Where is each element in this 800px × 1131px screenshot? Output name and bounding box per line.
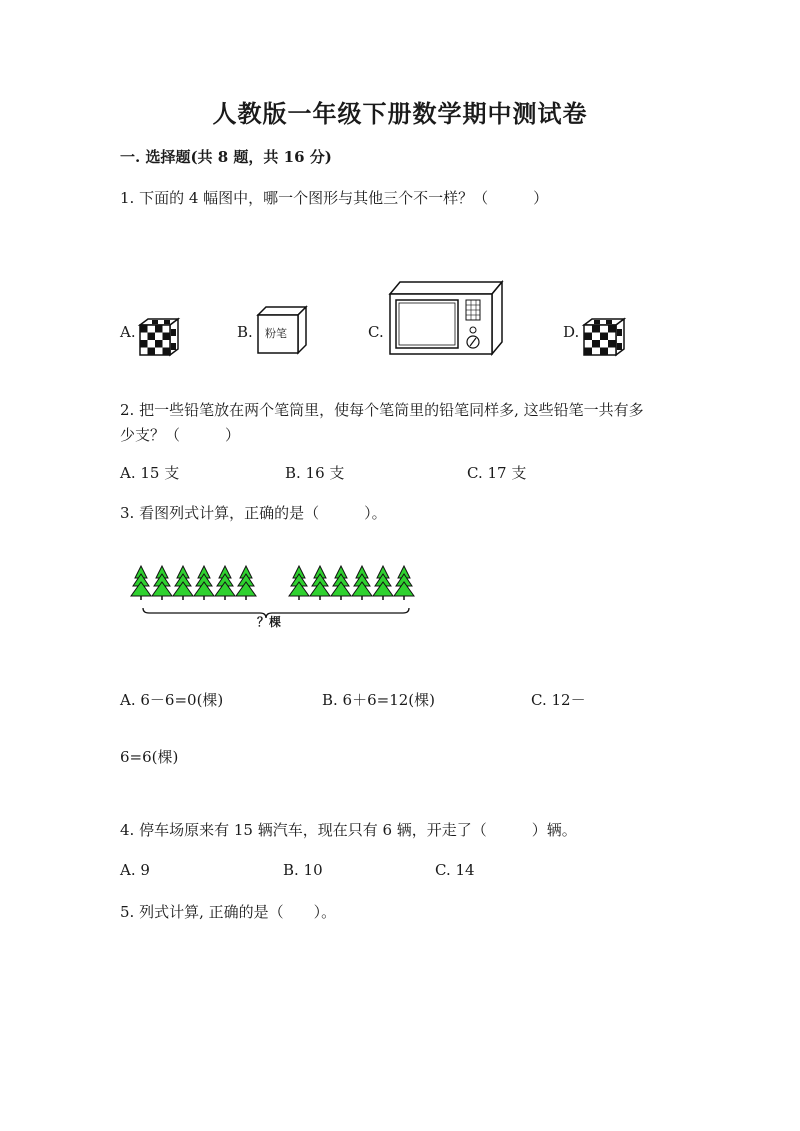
- q3-option-c-continued: 6=6(棵): [120, 748, 179, 766]
- q4-option-a: A. 9: [120, 861, 150, 879]
- question-4-stem: 4. 停车场原来有 15 辆汽车，现在只有 6 辆，开走了（ ）辆。: [120, 821, 577, 839]
- q2-option-b: B. 16 支: [285, 464, 345, 482]
- microwave-icon: [388, 280, 506, 356]
- tree-icon: [394, 566, 414, 600]
- tree-icon: [173, 566, 193, 600]
- q1-option-b-label: B.: [237, 323, 253, 341]
- question-5-stem: 5. 列式计算, 正确的是（ ）。: [120, 903, 337, 921]
- tree-icon: [289, 566, 309, 600]
- tree-icon: [331, 566, 351, 600]
- question-1-stem: 1. 下面的 4 幅图中，哪一个图形与其他三个不一样？（ ）: [120, 189, 549, 207]
- q1-option-a-label: A.: [120, 323, 136, 341]
- tree-icon: [194, 566, 214, 600]
- q3-option-c: C. 12－: [531, 691, 586, 709]
- q2-option-c: C. 17 支: [467, 464, 527, 482]
- tree-icon: [236, 566, 256, 600]
- q2-option-a: A. 15 支: [120, 464, 180, 482]
- q3-option-b: B. 6＋6=12(棵): [322, 691, 436, 709]
- chalk-box-label: 粉笔: [265, 327, 287, 340]
- q1-option-d-label: D.: [563, 323, 580, 341]
- q3-option-a: A. 6－6=0(棵): [120, 691, 224, 709]
- q4-option-c: C. 14: [435, 861, 475, 879]
- tree-icon: [310, 566, 330, 600]
- tree-icon: [373, 566, 393, 600]
- q4-option-b: B. 10: [283, 861, 323, 879]
- tree-icon: [152, 566, 172, 600]
- q1-option-c-label: C.: [368, 323, 384, 341]
- tree-icon: [215, 566, 235, 600]
- section-heading: 一. 选择题(共 8 题，共 16 分): [120, 148, 332, 166]
- tree-count-label: ？棵: [257, 615, 282, 629]
- page-title: 人教版一年级下册数学期中测试卷: [212, 99, 588, 128]
- tree-icon: [352, 566, 372, 600]
- question-3-stem: 3. 看图列式计算，正确的是（ ）。: [120, 504, 387, 522]
- tree-icon: [131, 566, 151, 600]
- checkered-cube-icon: [138, 317, 180, 357]
- checkered-cube-icon: [582, 317, 626, 357]
- question-2-stem-line2: 少支？（ ）: [120, 426, 241, 444]
- question-2-stem-line1: 2. 把一些铅笔放在两个笔筒里，使每个笔筒里的铅笔同样多, 这些铅笔一共有多: [120, 401, 644, 419]
